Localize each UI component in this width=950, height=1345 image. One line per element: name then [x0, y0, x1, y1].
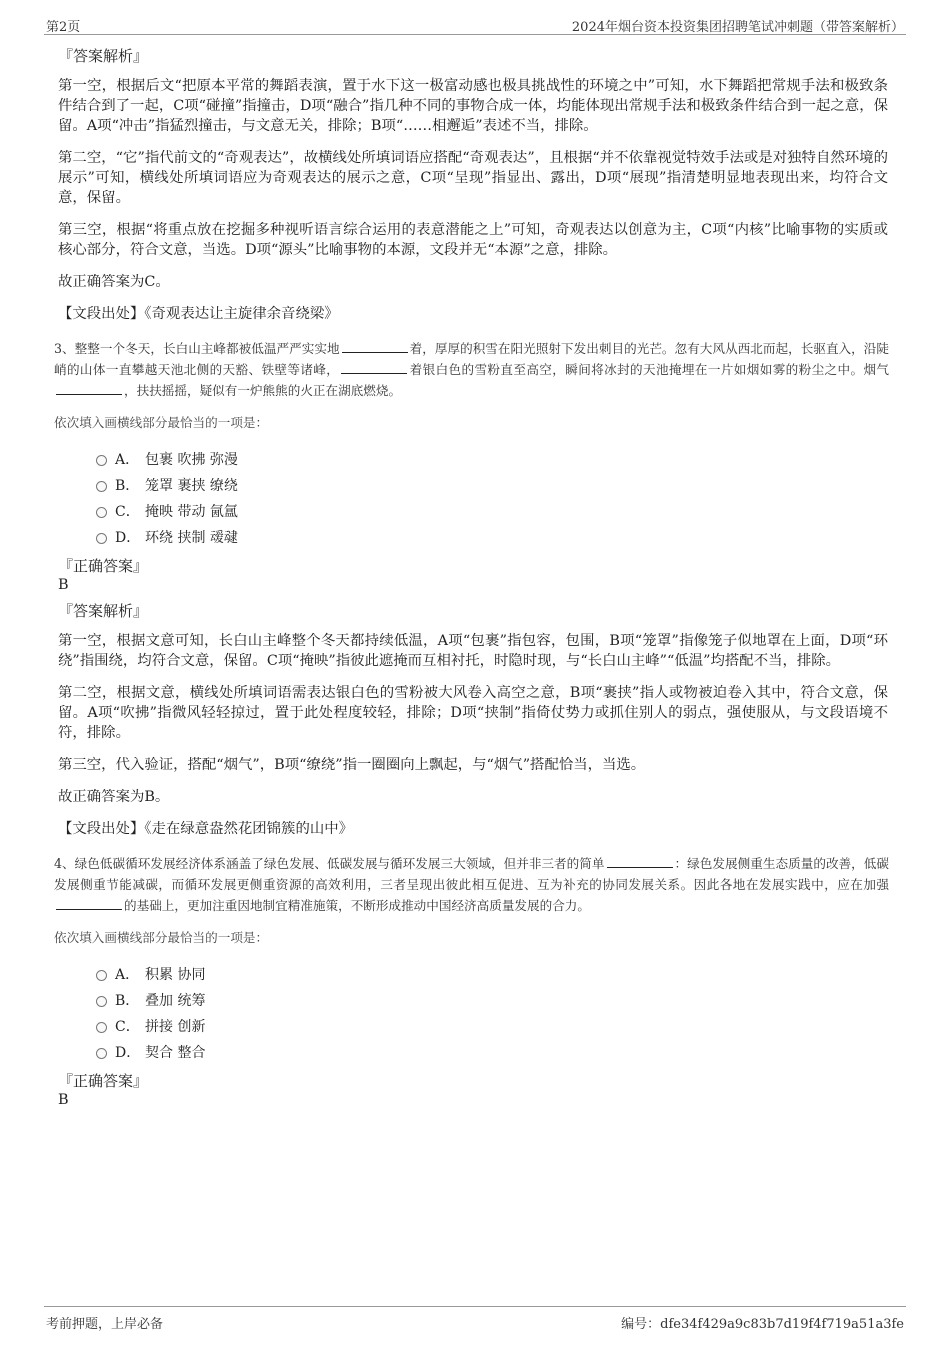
option-a[interactable]: A． 积累 协同 — [96, 962, 888, 988]
conclusion-paragraph: 故正确答案为C。 — [58, 274, 170, 290]
blank-line — [56, 896, 122, 910]
correct-answer-heading: 『正确答案』 — [58, 557, 149, 575]
analysis-paragraph: 第三空，代入验证，搭配“烟气”，B项“缭绕”指一圈圈向上飘起，与“烟气”搭配恰当，当选。 — [58, 757, 646, 773]
question-3-prompt: 依次填入画横线部分最恰当的一项是： — [54, 415, 269, 430]
correct-answer-heading: 『正确答案』 — [58, 1072, 149, 1090]
page-content — [54, 40, 890, 1114]
radio-icon[interactable] — [96, 996, 107, 1007]
radio-icon[interactable] — [96, 1048, 107, 1059]
radio-icon[interactable] — [96, 970, 107, 981]
radio-icon[interactable] — [96, 455, 107, 466]
analysis-heading: 『答案解析』 — [58, 602, 149, 620]
blank-line — [342, 339, 408, 353]
analysis-heading: 『答案解析』 — [58, 47, 149, 65]
page-number: 第2页 — [46, 20, 81, 35]
source-citation: 【文段出处】《走在绿意盎然花团锦簇的山中》 — [58, 821, 354, 837]
question-4-prompt: 依次填入画横线部分最恰当的一项是： — [54, 930, 269, 945]
blank-line — [341, 360, 407, 374]
radio-icon[interactable] — [96, 481, 107, 492]
option-d[interactable]: D． 环绕 挟制 叆叇 — [96, 525, 888, 551]
radio-icon[interactable] — [96, 507, 107, 518]
source-citation: 【文段出处】《奇观表达让主旋律余音绕梁》 — [58, 306, 339, 322]
radio-icon[interactable] — [96, 1022, 107, 1033]
footer-slogan: 考前押题，上岸必备 — [46, 1317, 164, 1332]
option-b[interactable]: B． 叠加 统筹 — [96, 988, 888, 1014]
analysis-paragraph: 第一空，根据后文“把原本平常的舞蹈表演，置于水下这一极富动感也极具挑战性的环境之中”可知，水下舞蹈把常规手法和极致条件结合到了一起，C项“碰撞”指撞击，D项“融合”指几种不同的事物合成一体，均能体现出常规手法和极致条件结合到一起之意，保留。A项“冲击”指猛烈撞击，与文意无关，排除；B项“……相邂逅”表述不当，排除。 — [58, 78, 888, 134]
analysis-paragraph: 第三空，根据“将重点放在挖掘多种视听语言综合运用的表意潜能之上”可知，奇观表达以创意为主，C项“内核”比喻事物的实质或核心部分，符合文意，当选。D项“源头”比喻事物的本源，文段并无“本源”之意，排除。 — [58, 222, 888, 258]
blank-line — [607, 854, 673, 868]
document-title: 2024年烟台资本投资集团招聘笔试冲刺题（带答案解析） — [571, 20, 904, 35]
page-footer — [44, 1306, 906, 1331]
option-b[interactable]: B． 笼罩 裹挟 缭绕 — [96, 473, 888, 499]
conclusion-paragraph: 故正确答案为B。 — [58, 789, 170, 805]
document-code: 编号：dfe34f429a9c83b7d19f4f719a51a3fe — [621, 1317, 904, 1332]
analysis-paragraph: 第二空，根据文意，横线处所填词语需表达银白色的雪粉被大风卷入高空之意，B项“裹挟”指人或物被迫卷入其中，符合文意，保留。A项“吹拂”指微风轻轻掠过，置于此处程度较轻，排除；D项“挟制”指倚仗势力或抓住别人的弱点，强使服从，与文段语境不符，排除。 — [58, 685, 888, 741]
analysis-paragraph: 第二空，“它”指代前文的“奇观表达”，故横线处所填词语应搭配“奇观表达”，且根据“并不依靠视觉特效手法或是对独特自然环境的展示”可知，横线处所填词语应为奇观表达的展示之意，C项“呈现”指显出、露出，D项“展现”指清楚明显地表现出来，均符合文意，保留。 — [58, 150, 888, 206]
question-4-options — [96, 962, 888, 1066]
option-c[interactable]: C． 掩映 带动 氤氲 — [96, 499, 888, 525]
question-3-options — [96, 447, 888, 551]
blank-line — [56, 381, 122, 395]
option-c[interactable]: C． 拼接 创新 — [96, 1014, 888, 1040]
question-4-stem: 4、绿色低碳循环发展经济体系涵盖了绿色发展、低碳发展与循环发展三大领域，但并非三者的简单 ：绿色发展侧重生态质量的改善，低碳发展侧重节能减碳，而循环发展更侧重资源的高效利用，三者呈现出彼此相互促进、互为补充的协同发展关系。因此各地在发展实践中，应在加强的基础上，更加注重因地制宜精准施策，不断形成推动中国经济高质量发展的合力。 — [54, 856, 890, 913]
correct-answer: B — [58, 1092, 69, 1108]
question-3-stem: 3、整整一个冬天，长白山主峰都被低温严严实实地 着，厚厚的积雪在阳光照射下发出刺目的光芒。忽有大风从西北而起，长驱直入，沿陡峭的山体一直攀越天池北侧的天豁、铁壁等诸峰， 着银白色的雪粉直至高空，瞬间将冰封的天池掩埋在一片如烟如雾的粉尘之中。烟气，扶扶摇摇，疑似有一炉熊熊的火正在湖底燃烧。 — [54, 341, 890, 398]
analysis-paragraph: 第一空，根据文意可知，长白山主峰整个冬天都持续低温，A项“包裹”指包容，包围，B项“笼罩”指像笼子似地罩在上面，D项“环绕”指围绕，均符合文意，保留。C项“掩映”指彼此遮掩而互相衬托，时隐时现，与“长白山主峰”“低温”均搭配不当，排除。 — [58, 633, 888, 669]
option-a[interactable]: A． 包裹 吹拂 弥漫 — [96, 447, 888, 473]
radio-icon[interactable] — [96, 533, 107, 544]
correct-answer: B — [58, 577, 69, 593]
option-d[interactable]: D． 契合 整合 — [96, 1040, 888, 1066]
page-header — [44, 14, 906, 35]
